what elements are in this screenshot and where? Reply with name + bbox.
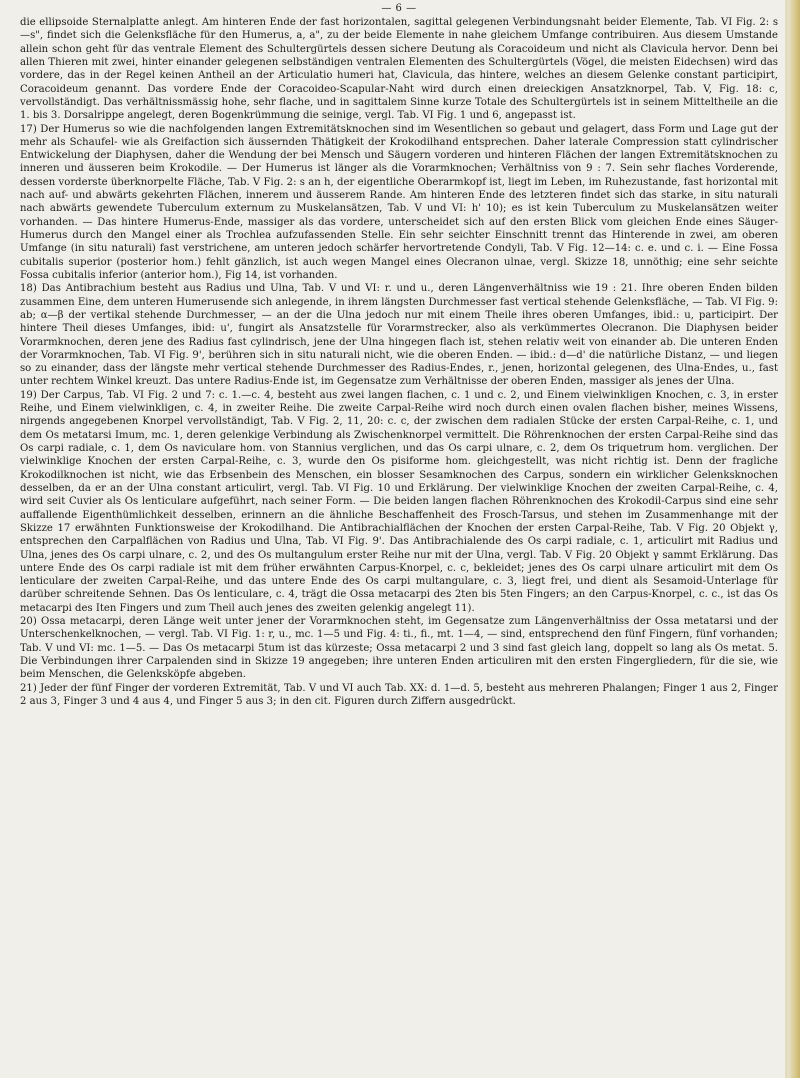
paragraph-17: 17) Der Humerus so wie die nachfolgenden langen Extremitätsknochen sind im Wesentlichen so gebaut und gelagert, dass Form und Lage gut der mehr als Schaufel- wie als Greifaction sich äussernden Thätigkeit der Krokodilhand entsprechen. Daher laterale Compression statt cylindrischer Entwickelung der Diaphysen, daher die Wendung der bei Mensch und Säugern vorderen und hinteren Flächen der langen Extremitätsknochen zu inneren und äusseren beim Krokodile. — Der Humerus ist länger als die Vorarmknochen; Verhältniss von 9 : 7. Sein sehr flaches Vorderende, dessen vorderste überknorpelte Fläche, Tab. V Fig. 2: s an h, der eigentliche Oberarmkopf ist, liegt im Leben, im Ruhezustande, fast horizontal mit nach auf- und abwärts gekehrten Flächen, innerem und äusserem Rande. Am hinteren Ende des letzteren findet sich das starke, in situ naturali nach abwärts gewendete Tuberculum externum zu Muskelansätzen, Tab. V und VI: h' 10); es ist kein Tuberculum zu Muskelansätzen weiter vorhanden. — Das hintere Humerus-Ende, massiger als das vordere, unterscheidet sich auf den ersten Blick vom gleichen Ende eines Säuger-Humerus durch den Mangel einer als Trochlea aufzufassenden Stelle. Ein sehr seichter Einschnitt trennt das Hinterende in zwei, am oberen Umfange (in situ naturali) fast verstrichene, am unteren jedoch schärfer hervortretende Condyli, Tab. V Fig. 12—14: c. e. und c. i. — Eine Fossa cubitalis superior (posterior hom.) fehlt gänzlich, ist auch wegen Mangel eines Olecranon ulnae, vergl. Skizze 18, unnöthig; eine sehr seichte Fossa cubitalis inferior (anterior hom.), Fig 14, ist vorhanden.	[20, 123, 778, 281]
paragraph-19: 19) Der Carpus, Tab. VI Fig. 2 und 7: c. 1.—c. 4, besteht aus zwei langen flachen, c. 1 und c. 2, und Einem vielwinkligen Knochen, c. 3, in erster Reihe, und Einem vielwinkligen, c. 4, in zweiter Reihe. Die zweite Carpal-Reihe wird noch durch einen ovalen flachen bisher, meines Wissens, nirgends angegebenen Knorpel vervollständigt, Tab. V Fig. 2, 11, 20: c. c, der zwischen dem radialen Stücke der ersten Carpal-Reihe, c. 1, und dem Os metatarsi Imum, mc. 1, deren gelenkige Verbindung als Zwischenknorpel vermittelt. Die Röhrenknochen der ersten Carpal-Reihe sind das Os carpi radiale, c. 1, dem Os naviculare hom. von Stannius verglichen, und das Os carpi ulnare, c. 2, dem Os triquetrum hom. verglichen. Der vielwinklige Knochen der ersten Carpal-Reihe, c. 3, wurde den Os pisiforme hom. gleichgestellt, was nicht richtig ist. Denn der fragliche Krokodilknochen ist nicht, wie das Erbsenbein des Menschen, ein blosser Sesamknochen des Carpus, sondern ein wirklicher Gelenksknochen desselben, da er an der Ulna constant articulirt, vergl. Tab. VI Fig. 10 und Erklärung. Der vielwinklige Knochen der zweiten Carpal-Reihe, c. 4, wird seit Cuvier als Os lenticulare aufgeführt, nach seiner Form. — Die beiden langen flachen Röhrenknochen des Krokodil-Carpus sind eine sehr auffallende Eigenthümlichkeit desselben, erinnern an die ähnliche Beschaffenheit des Frosch-Tarsus, und stehen im Zusammenhange mit der Skizze 17 erwähnten Funktionsweise der Krokodilhand. Die Antibrachialflächen der Knochen der ersten Carpal-Reihe, Tab. V Fig. 20 Objekt γ, entsprechen den Carpalflächen von Radius und Ulna, Tab. VI Fig. 9'. Das Antibrachialende des Os carpi radiale, c. 1, articulirt mit Radius und Ulna, jenes des Os carpi ulnare, c. 2, und des Os multangulum erster Reihe nur mit der Ulna, vergl. Tab. V Fig. 20 Objekt γ sammt Erklärung. Das untere Ende des Os carpi radiale ist mit dem früher erwähnten Carpus-Knorpel, c. c, bekleidet; jenes des Os carpi ulnare articulirt mit dem Os lenticulare der zweiten Carpal-Reihe, und das untere Ende des Os carpi multangulare, c. 3, liegt frei, und dient als Sesamoid-Unterlage für darüber schreitende Sehnen. Das Os lenticulare, c. 4, trägt die Ossa metacarpi des 2ten bis 5ten Fingers; an den Carpus-Knorpel, c. c., ist das Os metacarpi des Iten Fingers und zum Theil auch jenes des zweiten gelenkig angelegt 11).	[20, 389, 778, 614]
paragraph-21: 21) Jeder der fünf Finger der vorderen Extremität, Tab. V und VI auch Tab. XX: d. 1—d. 5, besteht aus mehreren Phalangen; Finger 1 aus 2, Finger 2 aus 3, Finger 3 und 4 aus 4, und Finger 5 aus 3; in den cit. Figuren durch Ziffern ausgedrückt.	[20, 682, 778, 707]
page-number: — 6 —	[381, 3, 417, 14]
book-edge	[788, 0, 800, 1078]
document-page	[20, 0, 778, 1078]
paragraph-18: 18) Das Antibrachium besteht aus Radius und Ulna, Tab. V und VI: r. und u., deren Längenverhältniss wie 19 : 21. Ihre oberen Enden bilden zusammen Eine, dem unteren Humerusende sich anlegende, in ihrem längsten Durchmesser fast vertical stehende Gelenksfläche, — Tab. VI Fig. 9: ab; α—β der vertikal stehende Durchmesser, — an der die Ulna jedoch nur mit einem Theile ihres oberen Umfanges, ibid.: u, participirt. Der hintere Theil dieses Umfanges, ibid: u', fungirt als Ansatzstelle für Vorarmstrecker, also als verkümmertes Olecranon. Die Diaphysen beider Vorarmknochen, deren jene des Radius fast cylindrisch, jene der Ulna hingegen flach ist, stehen relativ weit von einander ab. Die unteren Enden der Vorarmknochen, Tab. VI Fig. 9', berühren sich in situ naturali nicht, wie die oberen Enden. — ibid.: d—d' die natürliche Distanz, — und liegen so zu einander, dass der längste mehr vertical stehende Durchmesser des Radius-Endes, r., jenen, horizontal gelegenen, des Ulna-Endes, u., fast unter rechtem Winkel kreuzt. Das untere Radius-Ende ist, im Gegensatze zum Verhältnisse der oberen Enden, massiger als jenes der Ulna.	[20, 283, 778, 388]
body-text	[20, 16, 778, 708]
paragraph-20: 20) Ossa metacarpi, deren Länge weit unter jener der Vorarmknochen steht, im Gegensatze zum Längenverhältniss der Ossa metatarsi und der Unterschenkelknochen, — vergl. Tab. VI Fig. 1: r, u., mc. 1—5 und Fig. 4: ti., fi., mt. 1—4, — sind, entsprechend den fünf Fingern, fünf vorhanden; Tab. V und VI: mc. 1—5. — Das Os metacarpi 5tum ist das kürzeste; Ossa metacarpi 2 und 3 sind fast gleich lang, doppelt so lang als Os metat. 5. Die Verbindungen ihrer Carpalenden sind in Skizze 19 angegeben; ihre unteren Enden articuliren mit den ersten Fingergliedern, für die sie, wie beim Menschen, die Gelenksköpfe abgeben.	[20, 616, 778, 681]
paragraph-16-continued: die ellipsoide Sternalplatte anlegt. Am hinteren Ende der fast horizontalen, sagittal gelegenen Verbindungsnaht beider Elemente, Tab. VI Fig. 2: s—s", findet sich die Gelenksfläche für den Humerus, a, a", zu der beide Elemente in nahe gleichem Umfange contribuiren. Aus diesem Umstande allein schon geht für das ventrale Element des Schultergürtels dessen sichere Deutung als Coracoideum und nicht als Clavicula hervor. Denn bei allen Thieren mit zwei, hinter einander gelegenen selbständigen ventralen Elementen des Schultergürtels (Vögel, die meisten Eidechsen) wird das vordere, das in der Regel keinen Antheil an der Articulatio humeri hat, Clavicula, das hintere, welches an diesem Gelenke constant participirt, Coracoideum genannt. Das vordere Ende der Coracoideo-Scapular-Naht wird durch einen dreieckigen Ansatzknorpel, Tab. V, Fig. 18: c, vervollständigt. Das verhältnissmässig hohe, sehr flache, und in sagittalem Sinne kurze Totale des Schultergürtels ist in seinem Mitteltheile an die 1. bis 3. Dorsalrippe angelegt, deren Bogenkrümmung die seinige, vergl. Tab. VI Fig. 1 und 6, angepasst ist.	[20, 17, 778, 122]
